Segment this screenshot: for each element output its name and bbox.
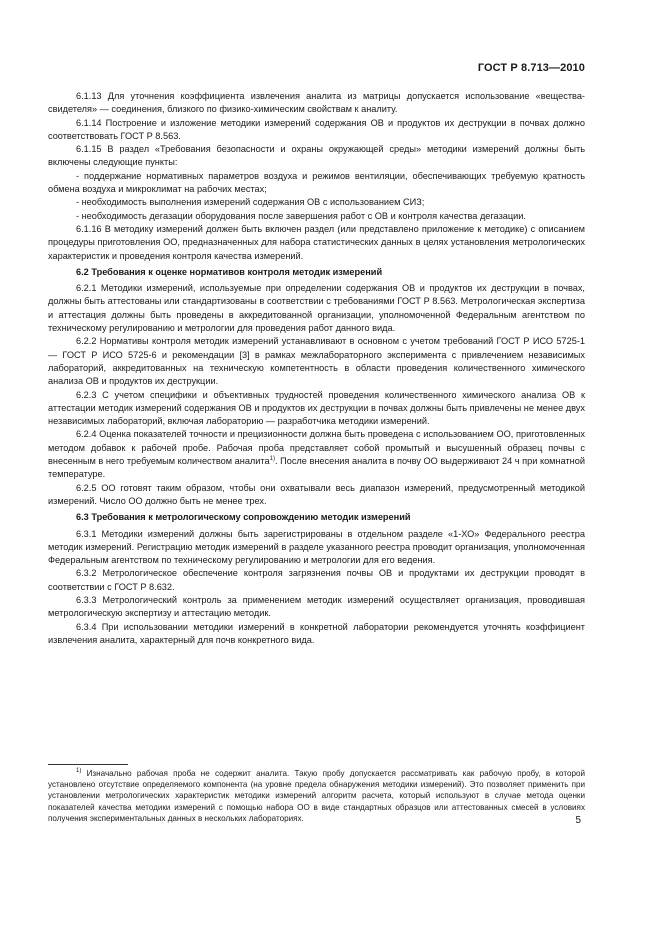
para-6-3-1: 6.3.1 Методики измерений должны быть зарегистрированы в отдельном разделе «1-ХО» Федерального реестра методик измерений. Регистрацию методик измерений в разделе указанного реестра проводит организация, уполномоченная Федеральным агентством по техническому регулированию и метрологии для его ведения. <box>48 528 585 566</box>
para-6-3-4: 6.3.4 При использовании методики измерений в конкретной лаборатории рекомендуется уточнять коэффициент извлечения аналита, характерный для почв конкретного вида. <box>48 621 585 645</box>
footnote-separator <box>48 764 128 765</box>
section-heading-6-2: 6.2 Требования к оценке нормативов контроля методик измерений <box>76 266 383 277</box>
footnote-mark: 1) <box>76 768 82 774</box>
footnote-reference: 1) <box>269 456 275 463</box>
para-6-2-4 <box>48 428 585 481</box>
list-item-degassing: - необходимость дегазации оборудования после завершения работ с ОВ и контроля качества дегазации. <box>76 210 526 221</box>
para-6-2-3: 6.2.3 С учетом специфики и объективных трудностей проведения количественного химического анализа ОВ к аттестации методик измерений содержания ОВ и продуктов их деструкции в почвах должны быть привлечены не менее двух независимых лабораторий, включая лабораторию — разработчика методики измерений. <box>48 389 585 427</box>
para-6-2-2: 6.2.2 Нормативы контроля методик измерений устанавливают в основном с учетом требований ГОСТ Р ИСО 5725-1 — ГОСТ Р ИСО 5725-6 и рекомендации [3] в рамках межлабораторного эксперимента с привлечением независимых лабораторий, аккредитованных на техническую компетентность в области проведения количественного химического анализа ОВ и продуктов их деструкции. <box>48 336 585 387</box>
para-6-1-16: 6.1.16 В методику измерений должен быть включен раздел (или представлено приложение к методике) с описанием процедуры приготовления ОО, предназначенных для набора статистических данных в целях установления метрологических характеристик и проведения контроля качества измерений. <box>48 223 585 261</box>
document-body <box>48 90 585 647</box>
para-6-1-13: 6.1.13 Для уточнения коэффициента извлечения аналита из матрицы допускается использование «вещества-свидетеля» — соединения, близкого по физико-химическим свойствам к аналиту. <box>48 91 585 115</box>
para-6-1-14: 6.1.14 Построение и изложение методики измерений содержания ОВ и продуктов их деструкции в почвах должно соответствовать ГОСТ Р 8.563. <box>48 117 585 141</box>
document-code-header: ГОСТ Р 8.713—2010 <box>477 62 585 74</box>
list-item-ppe: - необходимость выполнения измерений содержания ОВ с использованием СИЗ; <box>76 197 425 208</box>
para-6-1-15: 6.1.15 В раздел «Требования безопасности и охраны окружающей среды» методики измерений должны быть включены следующие пункты: <box>48 144 585 168</box>
para-6-2-4-text-b: . После внесения аналита в почву ОО выдерживают 24 ч при комнатной температуре. <box>48 456 585 480</box>
footnote-body: Изначально рабочая проба не содержит аналита. Такую пробу допускается рассматривать как рабочую пробу, в которой установлено отсутствие определяемого компонента (на уровне предела обнаружения методики измерений). Это позволяет применить при установлении метрологических характеристик методики измерений алгоритм расчета, который используют в случае метода оценки показателей качества методики измерений с помощью набора ОО в виде стандартных образцов или аттестованных смесей в условиях получения экспериментальных данных в нескольких лабораториях. <box>48 769 585 823</box>
para-6-2-5: 6.2.5 ОО готовят таким образом, чтобы они охватывали весь диапазон измерений, предусмотренный методикой измерений. Число ОО должно быть не менее трех. <box>48 482 585 506</box>
section-heading-6-3: 6.3 Требования к метрологическому сопровождению методик измерений <box>76 512 411 523</box>
para-6-2-1: 6.2.1 Методики измерений, используемые при определении содержания ОВ и продуктов их деструкции в почвах, должны быть аттестованы или стандартизованы в соответствии с требованиями ГОСТ Р 8.563. Метрологическая экспертиза и аттестация должны быть проведены в аккредитованной организации, уполномоченной Федеральным агентством по техническому регулированию и метрологии для проведения работ данного вида. <box>48 283 585 334</box>
list-item-ventilation: - поддержание нормативных параметров воздуха и режимов вентиляции, обеспечивающих требуемую кратность обмена воздуха и микроклимат на рабочих местах; <box>48 170 585 195</box>
para-6-2-4-text-a: 6.2.4 Оценка показателей точности и прецизионности должна быть проведена с использованием ОО, приготовленных методом добавок к рабочей пробе. Рабочая проба представляет собой промытый и высушенный образец почвы с внесенным в него требуемым количеством аналита <box>48 429 585 467</box>
para-6-3-2: 6.3.2 Метрологическое обеспечение контроля загрязнения почвы ОВ и продуктами их деструкции проводят в соответствии с ГОСТ Р 8.632. <box>48 568 585 592</box>
footnote-text <box>48 768 585 824</box>
footnote <box>48 768 585 824</box>
para-6-3-3: 6.3.3 Метрологический контроль за применением методик измерений осуществляет организация, проводившая метрологическую экспертизу и аттестацию методик. <box>48 594 585 619</box>
page-number: 5 <box>575 815 581 826</box>
